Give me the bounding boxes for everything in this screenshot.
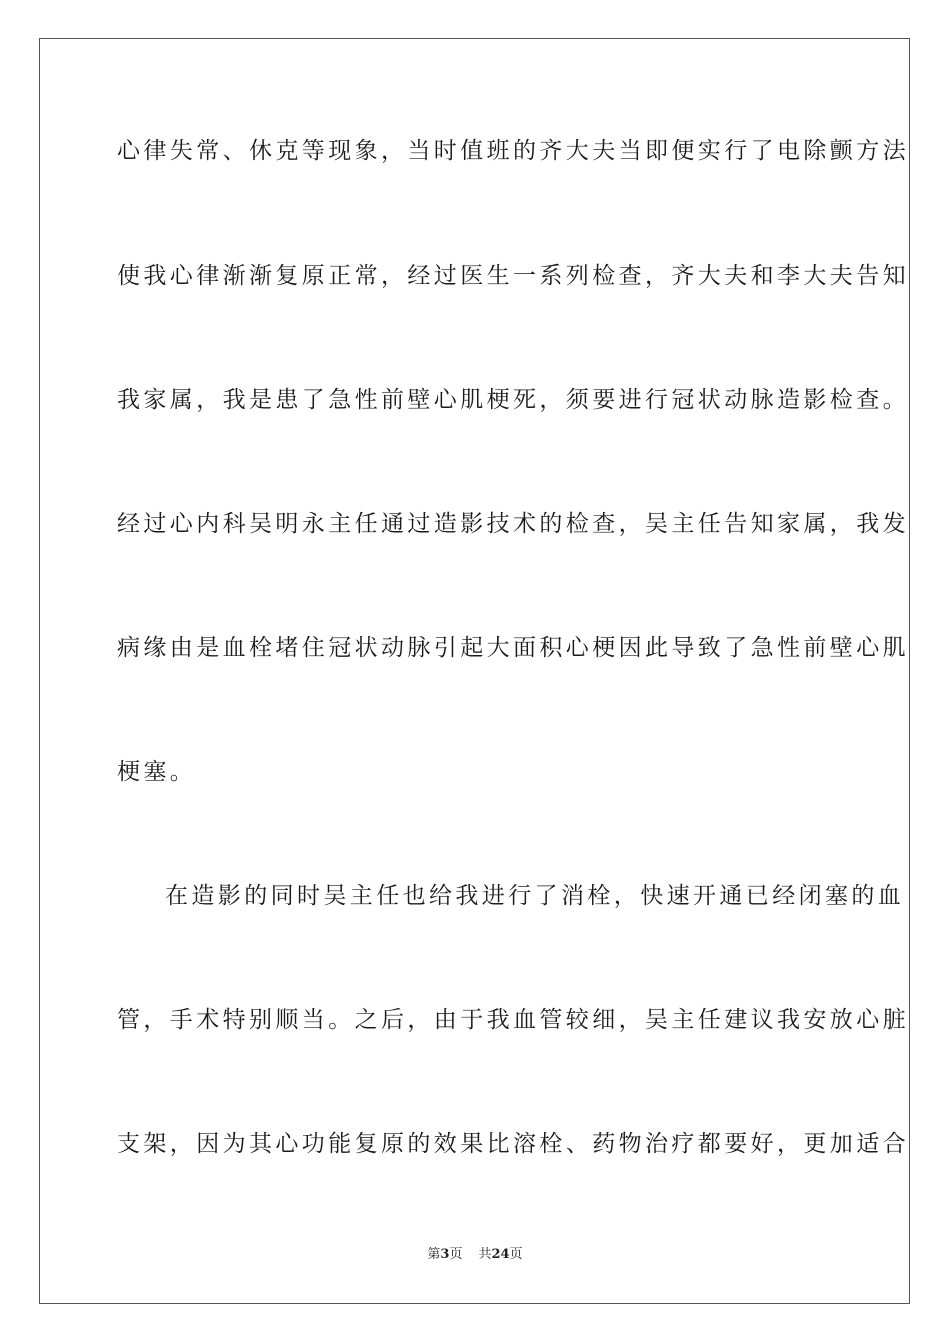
total-pages: 24	[491, 1247, 510, 1262]
paragraph-start-line: 在造影的同时吴主任也给我进行了消栓，快速开通已经闭塞的血	[165, 883, 905, 909]
total-suffix: 页	[509, 1247, 523, 1262]
text-line-5: 病缘由是血栓堵住冠状动脉引起大面积心梗因此导致了急性前壁心肌	[117, 635, 909, 661]
text-line-8: 管，手术特别顺当。之后，由于我血管较细，吴主任建议我安放心脏	[117, 1007, 909, 1033]
page-prefix: 第	[427, 1247, 441, 1262]
text-line-1: 心律失常、休克等现象，当时值班的齐大夫当即便实行了电除颤方法	[117, 138, 909, 164]
text-line-3: 我家属，我是患了急性前壁心肌梗死，须要进行冠状动脉造影检查。	[117, 387, 909, 413]
page-number: 3	[440, 1247, 450, 1262]
text-line-6: 梗塞。	[117, 759, 197, 785]
text-line-9: 支架，因为其心功能复原的效果比溶栓、药物治疗都要好，更加适合	[117, 1131, 909, 1157]
total-prefix: 共	[478, 1247, 492, 1262]
page-border	[39, 38, 910, 1304]
text-line-4: 经过心内科吴明永主任通过造影技术的检查，吴主任告知家属，我发	[117, 511, 909, 537]
page-footer	[0, 1246, 950, 1264]
text-line-2: 使我心律渐渐复原正常，经过医生一系列检查，齐大夫和李大夫告知	[117, 263, 909, 289]
page-suffix: 页	[449, 1247, 463, 1262]
